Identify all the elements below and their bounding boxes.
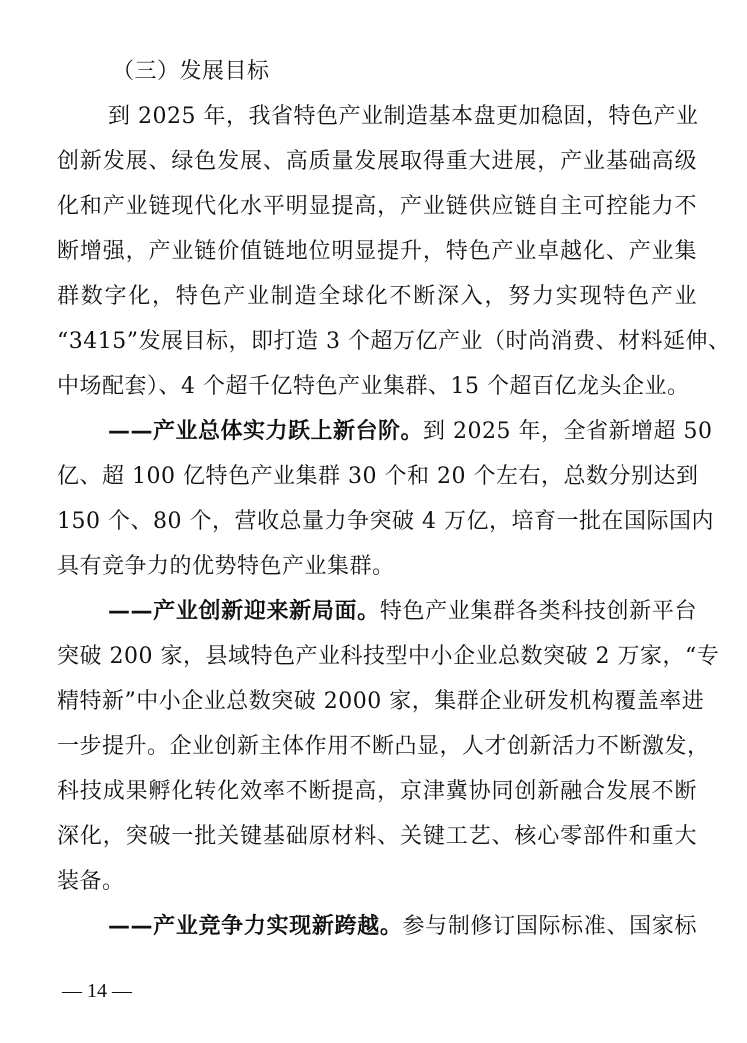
paragraph-text: 到 2025 年，全省新增超 50	[423, 419, 713, 444]
paragraph-line: 一步提升。企业创新主体作用不断凸显，人才创新活力不断激发，	[57, 734, 710, 759]
paragraph-line: “3415”发展目标，即打造 3 个超万亿产业（时尚消费、材料延伸、	[57, 329, 731, 354]
paragraph-line: 断增强，产业链价值链地位明显提升，特色产业卓越化、产业集	[57, 239, 697, 264]
paragraph-line: 中场配套）、4 个超千亿特色产业集群、15 个超百亿龙头企业。	[57, 374, 690, 399]
paragraph-line: 深化，突破一批关键基础原材料、关键工艺、核心零部件和重大	[57, 824, 697, 849]
paragraph-line: 突破 200 家，县域特色产业科技型中小企业总数突破 2 万家，“专	[57, 644, 720, 669]
paragraph-line: 精特新”中小企业总数突破 2000 家，集群企业研发机构覆盖率进	[57, 689, 705, 714]
paragraph-line: 150 个、80 个，营收总量力争突破 4 万亿，培育一批在国际国内	[57, 509, 714, 534]
paragraph-line: 到 2025 年，我省特色产业制造基本盘更加稳固，特色产业	[108, 104, 699, 129]
paragraph-line	[108, 598, 697, 626]
paragraph-line: 装备。	[57, 869, 125, 894]
goal-title-competitiveness: ——产业竞争力实现新跨越。	[108, 914, 403, 939]
paragraph-text: 特色产业集群各类科技创新平台	[379, 599, 697, 624]
paragraph-line: 具有竞争力的优势特色产业集群。	[57, 554, 395, 579]
section-heading: （三）发展目标	[112, 59, 270, 84]
paragraph-line: 创新发展、绿色发展、高质量发展取得重大进展，产业基础高级	[57, 149, 697, 174]
goal-title-innovation: ——产业创新迎来新局面。	[108, 599, 380, 624]
paragraph-line: 亿、超 100 亿特色产业集群 30 个和 20 个左右，总数分别达到	[57, 464, 699, 489]
paragraph-line: 科技成果孵化转化效率不断提高，京津冀协同创新融合发展不断	[57, 779, 697, 804]
paragraph-line	[108, 913, 697, 941]
paragraph-line: 群数字化，特色产业制造全球化不断深入，努力实现特色产业	[57, 284, 697, 309]
paragraph-line: 化和产业链现代化水平明显提高，产业链供应链自主可控能力不	[57, 194, 697, 219]
page-number: — 14 —	[62, 980, 132, 1002]
goal-title-overall-strength: ——产业总体实力跃上新台阶。	[108, 419, 424, 444]
paragraph-text: 参与制修订国际标准、国家标	[402, 914, 697, 939]
paragraph-line	[108, 418, 713, 446]
